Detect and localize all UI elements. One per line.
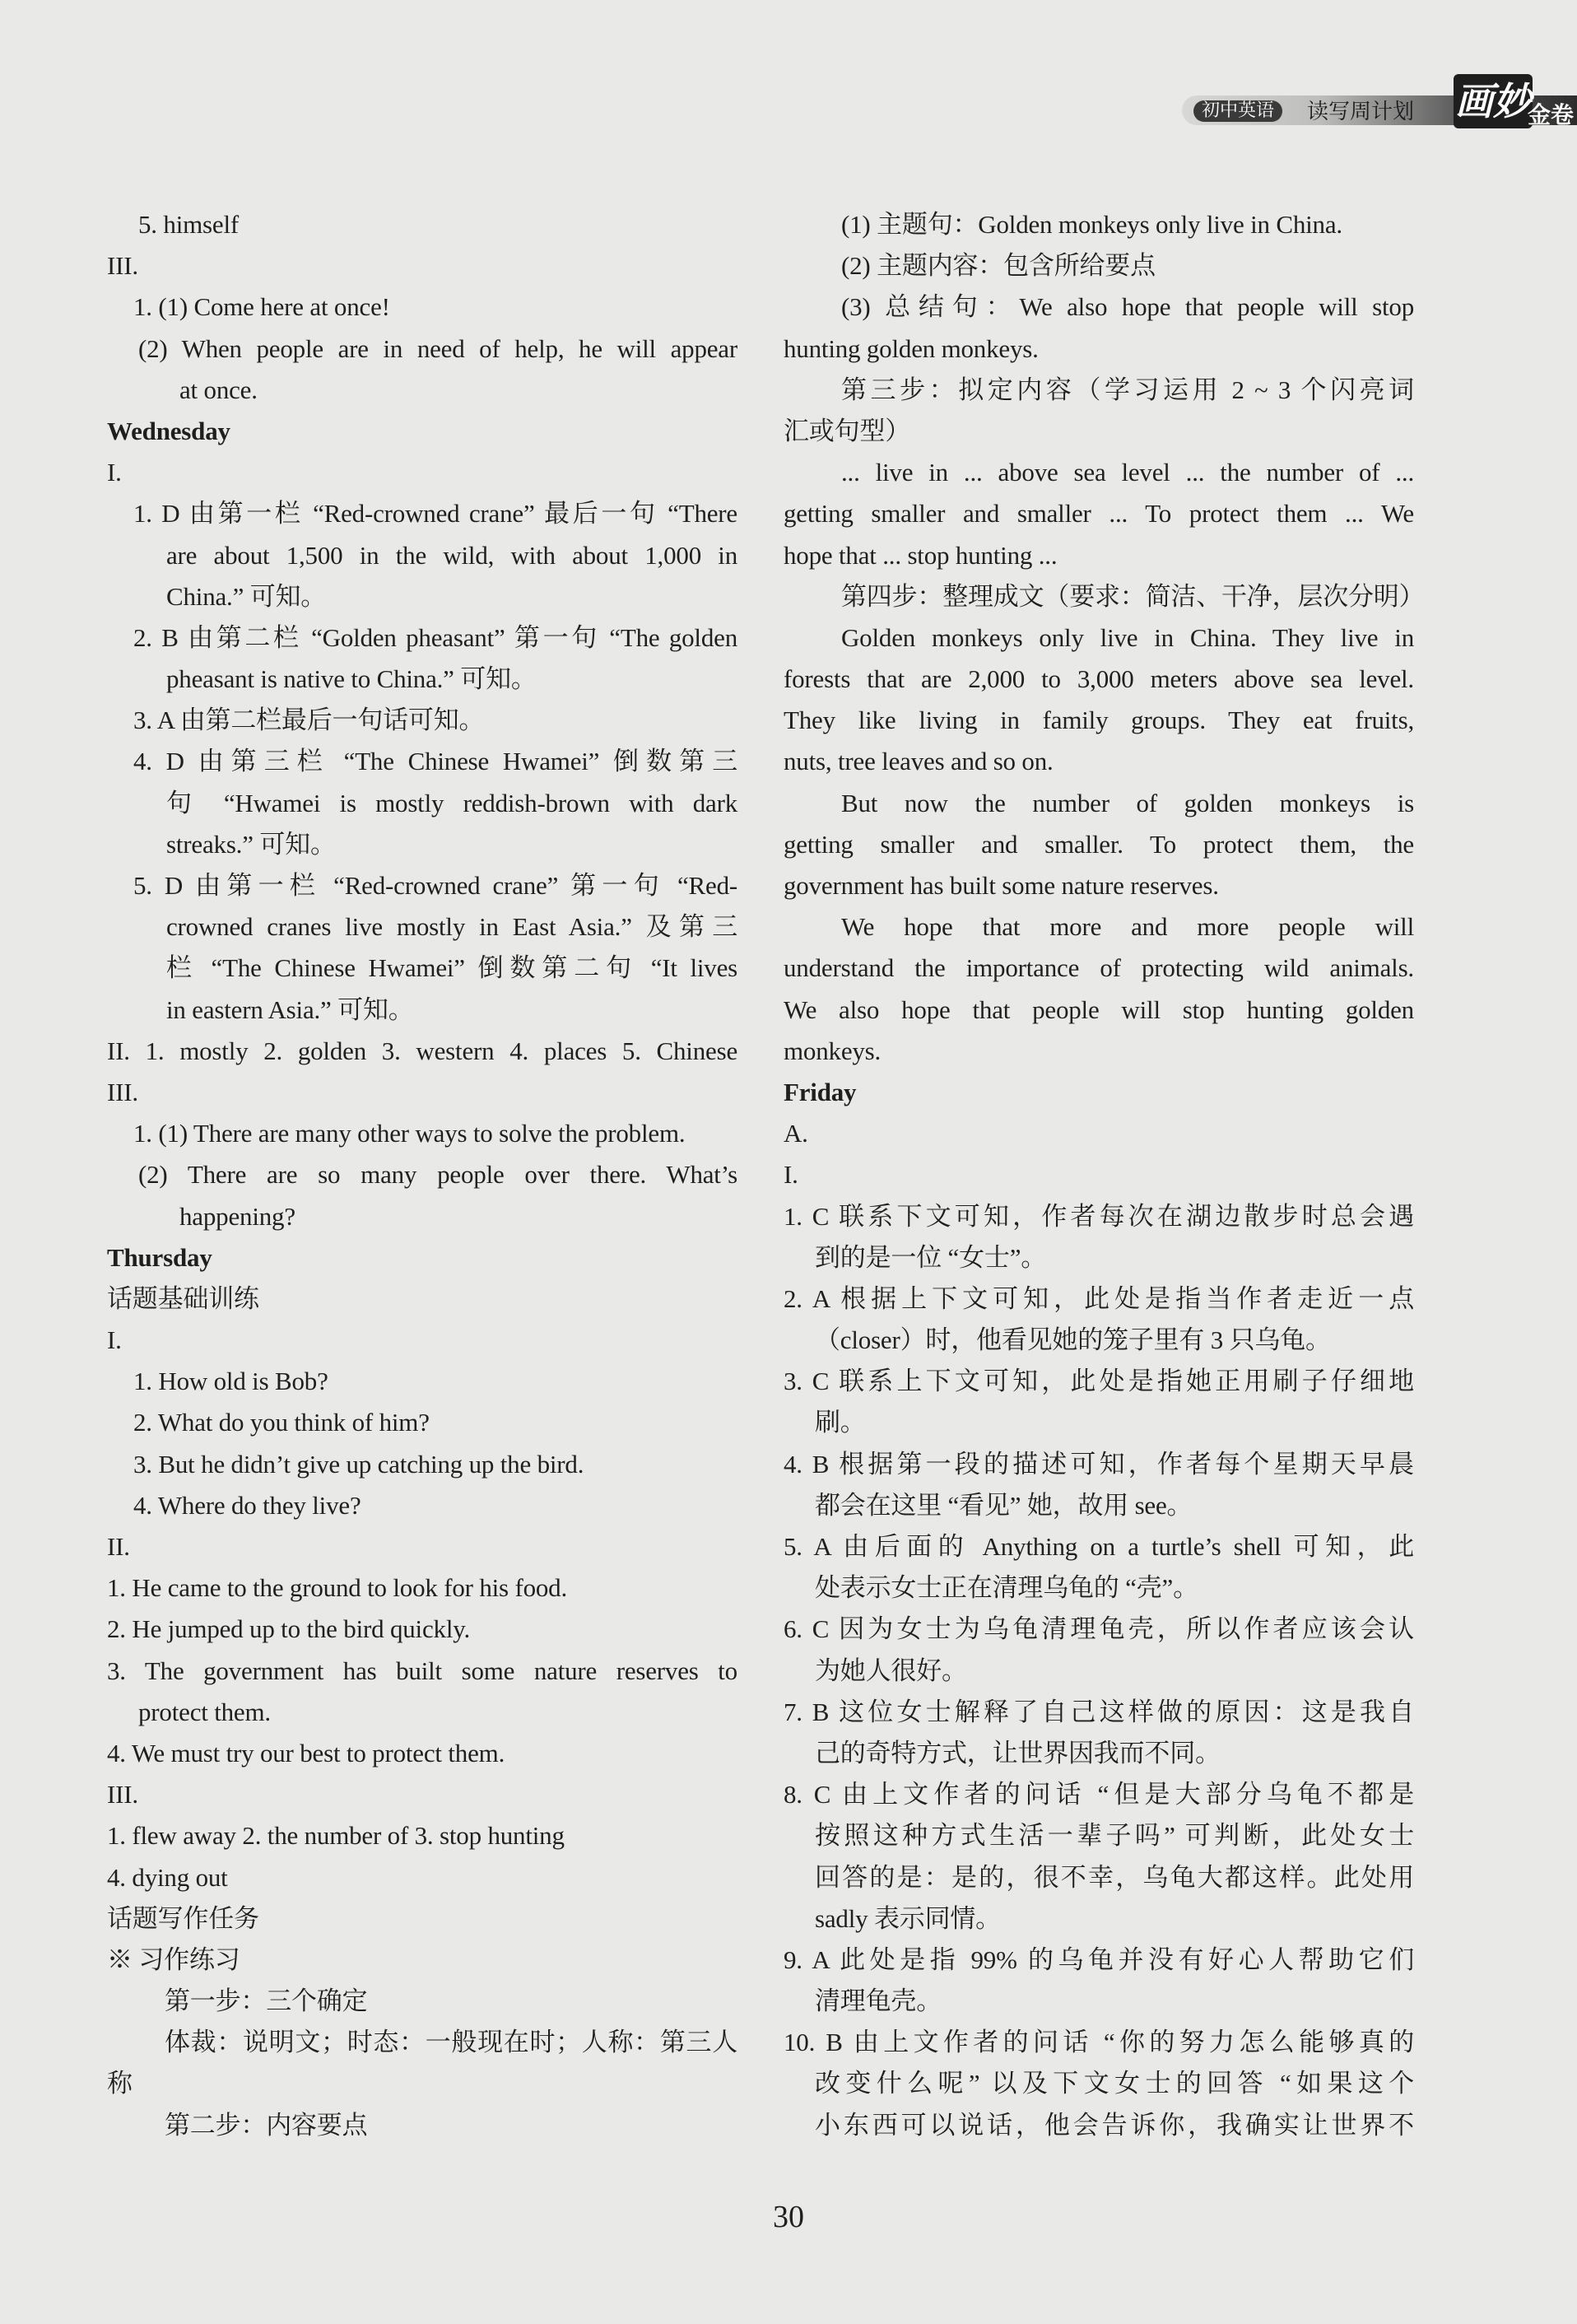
text-line: China.” 可知。 [166,581,327,611]
text-line: 3. A 由第二栏最后一句话可知。 [133,706,485,735]
text-line: 第四步：整理成文（要求：简洁、干净，层次分明） [841,581,1425,611]
series-banner [1116,72,1577,133]
text-line: 5. A 由后面的 Anything on a turtle’s shell 可知，此 [784,1532,1414,1561]
text-line: 5. D 由第一栏 “Red-crowned crane” 第一句 “Red- [133,871,737,900]
text-line: 4. D 由第三栏 “The Chinese Hwamei” 倒数第三 [133,747,737,776]
text-line: 话题写作任务 [107,1903,259,1933]
text-line: I. [107,458,122,487]
text-line: Golden monkeys only live in China. They live in [841,622,1414,652]
text-line: 2. He jumped up to the bird quickly. [107,1614,471,1644]
text-line: protect them. [138,1697,271,1726]
text-line: 第二步：内容要点 [165,2110,368,2140]
text-line: I. [107,1325,122,1355]
text-line: III. [107,1780,138,1809]
text-line: 5. himself [138,210,239,239]
text-line: II. 1. mostly 2. golden 3. western 4. places 5. Chinese [107,1036,737,1065]
text-line: Thursday [107,1242,212,1272]
text-line: ... live in ... above sea level ... the number of ... [841,458,1414,487]
text-line: 1. (1) There are many other ways to solve the problem. [133,1119,686,1148]
text-line: (2) 主题内容：包含所给要点 [841,251,1156,281]
text-line: 到的是一位 “女士”。 [815,1242,1047,1272]
brand-logo: 画妙 [1454,74,1533,128]
text-line: at once. [179,375,258,404]
text-line: ※ 习作练习 [107,1944,240,1974]
text-line: III. [107,251,138,281]
text-line: pheasant is native to China.” 可知。 [166,664,537,694]
text-line: Friday [784,1077,857,1106]
text-line: 4. B 根据第一段的描述可知，作者每个星期天早晨 [784,1449,1414,1479]
text-line: 2. What do you think of him? [133,1408,430,1437]
text-line: 句 “Hwamei is mostly reddish-brown with dark [166,788,737,817]
text-line: 第三步：拟定内容（学习运用 2 ~ 3 个闪亮词 [841,375,1414,404]
text-line: 4. dying out [107,1862,228,1892]
text-line: 第一步：三个确定 [165,1986,368,2016]
text-line: 为她人很好。 [815,1656,967,1685]
text-line: 话题基础训练 [107,1283,259,1313]
text-line: We also hope that people will stop hunting golden [784,994,1414,1024]
text-line: But now the number of golden monkeys is [841,788,1414,817]
text-line: 回答的是：是的，很不幸，乌龟大都这样。此处用 [815,1862,1414,1892]
text-line: 1. (1) Come here at once! [133,292,390,322]
left-column [107,204,737,2146]
series-pill: 初中英语 [1193,100,1282,122]
text-line: 己的奇特方式，让世界因我而不同。 [815,1738,1221,1767]
text-line: getting smaller and smaller. To protect them, the [784,829,1414,859]
text-line: 4. Where do they live? [133,1490,361,1520]
text-line: 1. How old is Bob? [133,1367,328,1396]
text-line: nuts, tree leaves and so on. [784,747,1054,776]
text-line: 2. B 由第二栏 “Golden pheasant” 第一句 “The golden [133,622,737,652]
text-line: 1. flew away 2. the number of 3. stop hunting [107,1821,565,1851]
brand-name: 金卷 [1528,101,1575,128]
text-line: 9. A 此处是指 99% 的乌龟并没有好心人帮助它们 [784,1944,1414,1974]
text-line: 3. The government has built some nature reserves to [107,1656,737,1685]
text-line: 称 [107,2069,133,2098]
text-line: 1. He came to the ground to look for his food. [107,1573,568,1603]
text-line: Wednesday [107,416,230,445]
text-line: streaks.” 可知。 [166,829,336,859]
text-line: 清理龟壳。 [815,1986,942,2016]
text-line: 1. D 由第一栏 “Red-crowned crane” 最后一句 “There [133,499,737,529]
text-line: They like living in family groups. They eat fruits, [784,706,1414,735]
text-line: hope that ... stop hunting ... [784,540,1058,570]
text-line: (2) There are so many people over there. What’s [138,1160,737,1190]
text-line: 4. We must try our best to protect them. [107,1738,505,1767]
text-line: 汇或句型） [784,416,910,445]
text-line: 处表示女士正在清理乌龟的 “壳”。 [815,1573,1198,1603]
text-line: 6. C 因为女士为乌龟清理龟壳，所以作者应该会认 [784,1614,1414,1644]
text-line: happening? [179,1201,295,1231]
text-line: 体裁：说明文；时态：一般现在时；人称：第三人 [165,2028,737,2057]
text-line: 8. C 由上文作者的问话 “但是大部分乌龟不都是 [784,1780,1414,1809]
text-line: III. [107,1077,138,1106]
text-line: (3) 总结句：We also hope that people will stop [841,292,1414,322]
text-line: in eastern Asia.” 可知。 [166,994,414,1024]
text-line: 都会在这里 “看见” 她，故用 see。 [815,1490,1193,1520]
text-line: 3. C 联系上下文可知，此处是指她正用刷子仔细地 [784,1367,1414,1396]
text-line: I. [784,1160,798,1190]
page-number: 30 [773,2200,804,2234]
text-line: forests that are 2,000 to 3,000 meters above sea level. [784,664,1414,694]
text-line: 刷。 [815,1408,866,1437]
text-line: 10. B 由上文作者的问话 “你的努力怎么能够真的 [784,2028,1414,2057]
text-line: 2. A 根据上下文可知，此处是指当作者走近一点 [784,1283,1414,1313]
right-column [784,204,1425,2146]
text-line: 3. But he didn’t give up catching up the bird. [133,1449,584,1479]
text-line: (2) When people are in need of help, he will appear [138,333,737,363]
text-line: We hope that more and more people will [841,912,1414,942]
text-line: 1. C 联系下文可知，作者每次在湖边散步时总会遇 [784,1201,1414,1231]
series-name: 读写周计划 [1307,100,1415,124]
text-line: 改变什么呢” 以及下文女士的回答 “如果这个 [815,2069,1414,2098]
text-line: 按照这种方式生活一辈子吗” 可判断，此处女士 [815,1821,1414,1851]
text-line: crowned cranes live mostly in East Asia.” 及第三 [166,912,737,942]
text-line: government has built some nature reserves. [784,871,1219,900]
text-line: 7. B 这位女士解释了自己这样做的原因：这是我自 [784,1697,1414,1726]
text-line: monkeys. [784,1036,882,1065]
text-line: （closer）时，他看见她的笼子里有 3 只乌龟。 [815,1325,1331,1355]
text-line: II. [107,1532,130,1561]
text-line: are about 1,500 in the wild, with about 1,000 in [166,540,737,570]
text-line: getting smaller and smaller ... To protect them ... We [784,499,1414,529]
text-line: understand the importance of protecting wild animals. [784,953,1414,983]
text-line: 栏 “The Chinese Hwamei” 倒数第二句 “It lives [166,953,737,983]
text-line: sadly 表示同情。 [815,1903,1001,1933]
text-line: hunting golden monkeys. [784,333,1039,363]
text-line: (1) 主题句：Golden monkeys only live in China. [841,210,1342,239]
text-line: 小东西可以说话，他会告诉你，我确实让世界不 [815,2110,1414,2140]
text-line: A. [784,1119,808,1148]
